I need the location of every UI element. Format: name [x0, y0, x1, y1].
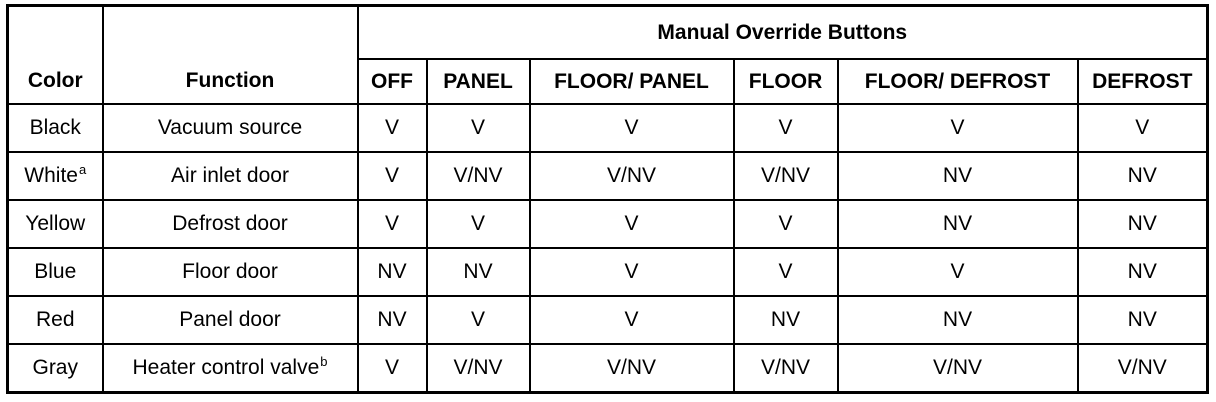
cell-color: Blue — [8, 248, 103, 296]
cell-floor-defrost: V — [838, 104, 1078, 152]
cell-floor: V — [734, 104, 838, 152]
cell-panel: V — [427, 104, 530, 152]
cell-off: NV — [358, 296, 427, 344]
cell-panel: V — [427, 296, 530, 344]
header-manual-override-buttons: Manual Override Buttons — [358, 6, 1208, 60]
cell-defrost: V — [1078, 104, 1208, 152]
cell-color: Black — [8, 104, 103, 152]
cell-color: Gray — [8, 344, 103, 393]
cell-defrost: NV — [1078, 200, 1208, 248]
cell-color: Red — [8, 296, 103, 344]
cell-floor-defrost: NV — [838, 200, 1078, 248]
cell-off: V — [358, 200, 427, 248]
cell-floor-defrost: NV — [838, 296, 1078, 344]
header-function: Function — [103, 6, 358, 105]
cell-floor-defrost: V — [838, 248, 1078, 296]
header-defrost: DEFROST — [1078, 59, 1208, 104]
cell-panel: V/NV — [427, 152, 530, 200]
function-label: Heater control valve — [132, 356, 320, 379]
function-label: Vacuum source — [157, 116, 303, 139]
table-row — [8, 104, 1208, 152]
table-body — [8, 104, 1208, 393]
cell-off: NV — [358, 248, 427, 296]
cell-panel: V — [427, 200, 530, 248]
footnote-marker: b — [320, 354, 328, 369]
cell-defrost: V/NV — [1078, 344, 1208, 393]
cell-floor-panel: V — [530, 200, 734, 248]
cell-floor: V — [734, 200, 838, 248]
cell-floor-panel: V — [530, 248, 734, 296]
header-panel: PANEL — [427, 59, 530, 104]
vacuum-override-table — [6, 4, 1209, 394]
cell-defrost: NV — [1078, 152, 1208, 200]
table-row — [8, 296, 1208, 344]
cell-floor-panel: V — [530, 104, 734, 152]
cell-defrost: NV — [1078, 296, 1208, 344]
footnote-marker: a — [78, 162, 87, 177]
cell-floor-panel: V/NV — [530, 344, 734, 393]
cell-floor: V/NV — [734, 152, 838, 200]
cell-function — [103, 296, 358, 344]
table-row — [8, 200, 1208, 248]
header-off: OFF — [358, 59, 427, 104]
cell-color: Yellow — [8, 200, 103, 248]
function-label: Panel door — [179, 308, 281, 331]
header-floor-defrost: FLOOR/ DEFROST — [838, 59, 1078, 104]
cell-floor: V/NV — [734, 344, 838, 393]
cell-floor: V — [734, 248, 838, 296]
table-row — [8, 344, 1208, 393]
table-row — [8, 248, 1208, 296]
cell-function — [103, 344, 358, 393]
cell-function — [103, 104, 358, 152]
cell-floor-defrost: V/NV — [838, 344, 1078, 393]
table-container — [6, 4, 1209, 394]
function-label: Defrost door — [172, 212, 288, 235]
cell-floor-defrost: NV — [838, 152, 1078, 200]
table-row — [8, 152, 1208, 200]
cell-function — [103, 200, 358, 248]
cell-floor: NV — [734, 296, 838, 344]
cell-off: V — [358, 344, 427, 393]
cell-panel: NV — [427, 248, 530, 296]
cell-panel: V/NV — [427, 344, 530, 393]
cell-off: V — [358, 104, 427, 152]
function-label: Floor door — [182, 260, 278, 283]
cell-function — [103, 152, 358, 200]
function-label: Air inlet door — [171, 164, 289, 187]
cell-floor-panel: V — [530, 296, 734, 344]
cell-off: V — [358, 152, 427, 200]
cell-function — [103, 248, 358, 296]
header-floor: FLOOR — [734, 59, 838, 104]
header-color: Color — [8, 6, 103, 105]
header-floor-panel: FLOOR/ PANEL — [530, 59, 734, 104]
cell-floor-panel: V/NV — [530, 152, 734, 200]
cell-color: White$^a$ — [8, 152, 103, 200]
cell-defrost: NV — [1078, 248, 1208, 296]
